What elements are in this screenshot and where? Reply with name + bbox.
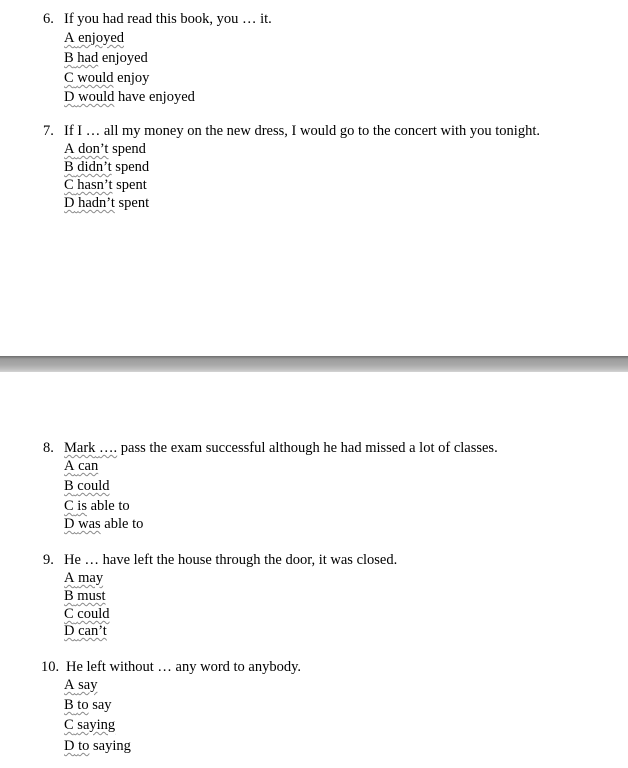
option-letter: B xyxy=(64,478,74,494)
option-rest: have enjoyed xyxy=(114,89,195,105)
option-a xyxy=(64,457,98,475)
option-letter: B xyxy=(64,697,74,713)
question-10 xyxy=(0,658,628,754)
option-rest: able to xyxy=(100,516,144,532)
option-b xyxy=(64,477,110,495)
option-d xyxy=(64,622,107,640)
question-text: He … have left the house through the door, it was closed. xyxy=(64,552,398,568)
option-letter: A xyxy=(64,570,75,586)
question-stem xyxy=(0,658,628,677)
option-rest: spend xyxy=(108,141,146,157)
option-letter: D xyxy=(64,738,75,754)
question-subject: Mark xyxy=(64,440,96,456)
option-letter: C xyxy=(64,717,74,733)
option-text: can’t xyxy=(78,623,107,639)
option-c xyxy=(64,605,110,623)
option-text: saying xyxy=(77,717,116,733)
option-c xyxy=(64,176,147,194)
question-text: He left without … any word to anybody. xyxy=(66,659,302,675)
option-text: is xyxy=(77,498,87,514)
option-letter: D xyxy=(64,516,75,532)
option-d xyxy=(64,515,143,533)
option-rest: saying xyxy=(89,738,131,754)
question-number: 8. xyxy=(43,440,54,456)
option-text: enjoyed xyxy=(78,30,125,46)
option-text: hasn’t xyxy=(77,177,113,193)
option-letter: C xyxy=(64,498,74,514)
option-text: to xyxy=(77,697,89,713)
option-d xyxy=(64,194,149,212)
option-letter: A xyxy=(64,458,75,474)
option-text: must xyxy=(77,588,106,604)
option-b xyxy=(64,158,149,176)
option-text: had xyxy=(77,50,99,66)
option-letter: A xyxy=(64,141,75,157)
option-rest: spent xyxy=(112,177,147,193)
question-stem xyxy=(0,122,628,141)
question-blank: …. xyxy=(99,440,118,456)
option-letter: C xyxy=(64,70,74,86)
option-text: would xyxy=(78,89,115,105)
option-rest: spend xyxy=(111,159,150,175)
option-text: didn’t xyxy=(77,159,112,175)
question-number: 10. xyxy=(41,659,60,675)
option-text: may xyxy=(78,570,104,586)
page-break-gap xyxy=(0,356,628,372)
option-c xyxy=(64,716,115,734)
question-number: 9. xyxy=(43,552,54,568)
option-a xyxy=(64,140,146,158)
option-rest: spent xyxy=(114,195,150,211)
question-text: If I … all my money on the new dress, I would go to the concert with you tonight. xyxy=(64,123,540,139)
option-text: would xyxy=(77,70,114,86)
option-text: was xyxy=(78,516,101,532)
question-7 xyxy=(0,122,628,211)
question-stem xyxy=(0,10,628,29)
option-letter: D xyxy=(64,89,75,105)
question-8 xyxy=(0,439,628,532)
option-a xyxy=(64,676,97,694)
option-text: don’t xyxy=(78,141,109,157)
option-letter: B xyxy=(64,159,74,175)
option-c xyxy=(64,497,130,515)
question-text xyxy=(64,439,498,457)
question-rest: pass the exam successful although he had missed a lot of classes. xyxy=(117,440,498,456)
option-text: can xyxy=(78,458,99,474)
question-number: 7. xyxy=(43,123,54,139)
option-letter: A xyxy=(64,30,75,46)
option-letter: B xyxy=(64,50,74,66)
question-9 xyxy=(0,551,628,639)
option-letter: D xyxy=(64,195,75,211)
option-letter: B xyxy=(64,588,74,604)
option-c xyxy=(64,69,149,87)
question-text: If you had read this book, you … it. xyxy=(64,11,272,27)
question-stem xyxy=(0,439,628,458)
option-a xyxy=(64,569,103,587)
option-rest: able to xyxy=(86,498,130,514)
option-letter: C xyxy=(64,177,74,193)
option-text: hadn’t xyxy=(78,195,115,211)
option-letter: C xyxy=(64,606,74,622)
option-text: could xyxy=(77,478,110,494)
option-b xyxy=(64,587,106,605)
option-text: could xyxy=(77,606,110,622)
option-letter: A xyxy=(64,677,75,693)
option-b xyxy=(64,49,148,67)
option-rest: say xyxy=(88,697,112,713)
question-number: 6. xyxy=(43,11,54,27)
option-a xyxy=(64,29,124,47)
option-letter: D xyxy=(64,623,75,639)
option-b xyxy=(64,696,112,714)
question-6 xyxy=(0,10,628,105)
option-text: to xyxy=(78,738,90,754)
option-text: say xyxy=(78,677,98,693)
question-stem xyxy=(0,551,628,570)
option-rest: enjoy xyxy=(113,70,150,86)
option-d xyxy=(64,88,195,106)
option-rest: enjoyed xyxy=(98,50,148,66)
option-d xyxy=(64,737,131,755)
